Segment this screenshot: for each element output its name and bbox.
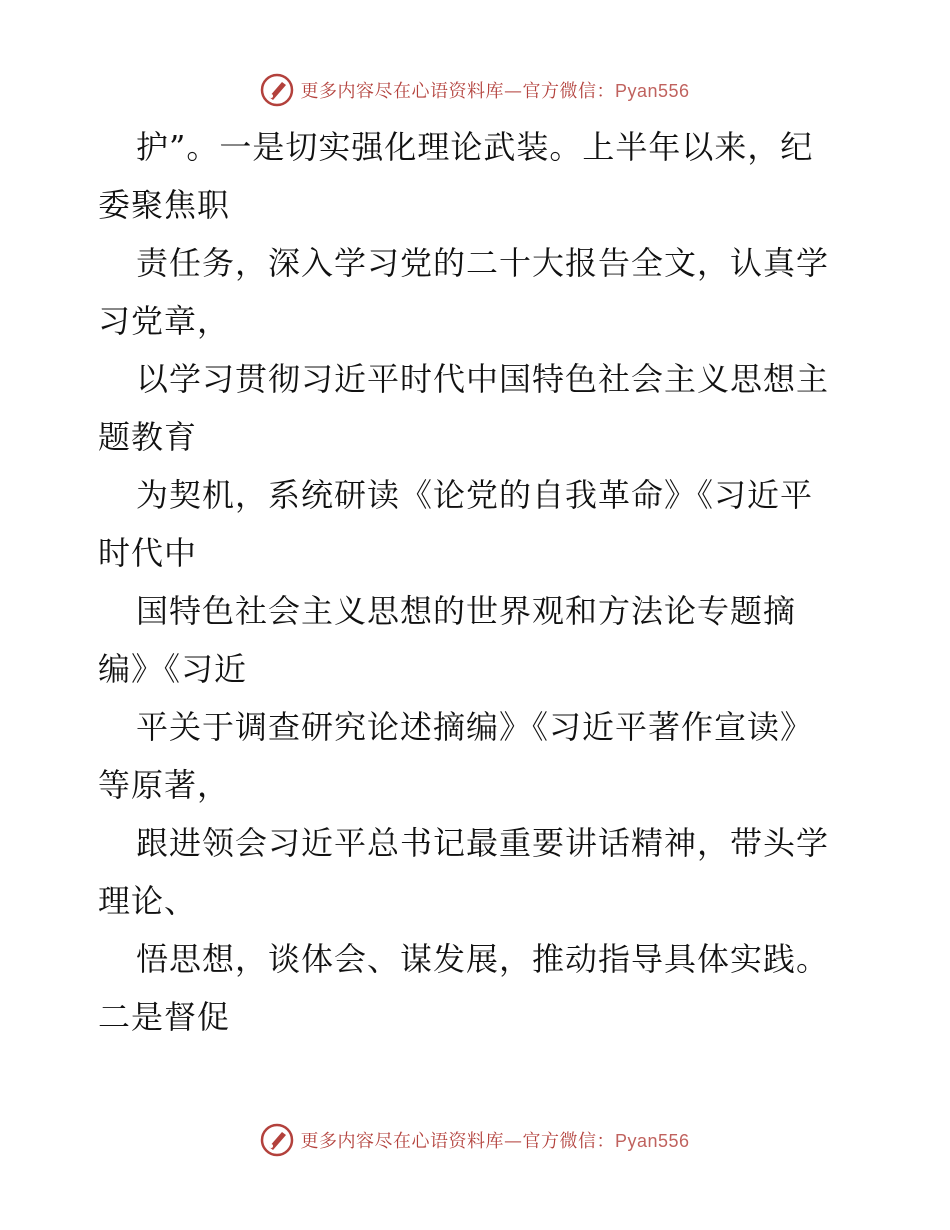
text-line: 题教育 <box>98 418 198 456</box>
text-line: 以学习贯彻习近平时代中国特色社会主义思想主 <box>136 360 830 398</box>
footer-banner-title: 更多内容尽在心语资料库 <box>300 1131 504 1152</box>
text-line: 编》《习近 <box>98 650 248 688</box>
document-body <box>98 118 858 1046</box>
header-banner-wechat-label: 官方微信： <box>522 81 615 102</box>
header-banner-separator: — <box>503 81 523 102</box>
header-banner <box>0 70 950 110</box>
text-line: 平关于调查研究论述摘编》《习近平著作宣读》 <box>136 708 814 746</box>
logo-icon <box>260 73 294 107</box>
text-line: 时代中 <box>98 534 198 572</box>
text-line: 责任务，深入学习党的二十大报告全文，认真学 <box>136 244 830 282</box>
footer-banner-wechat-id: Pyan556 <box>614 1131 690 1151</box>
text-line: 理论、 <box>98 882 198 920</box>
text-line: 委聚焦职 <box>98 186 231 224</box>
text-line: 悟思想，谈体会、谋发展，推动指导具体实践。 <box>136 940 830 978</box>
header-banner-text <box>300 77 689 103</box>
footer-banner-separator: — <box>503 1131 523 1152</box>
footer-banner-wechat-label: 官方微信： <box>522 1131 615 1152</box>
footer-banner <box>0 1120 950 1160</box>
text-line: 二是督促 <box>98 998 231 1036</box>
text-line: 习党章， <box>98 302 231 340</box>
text-line: 国特色社会主义思想的世界观和方法论专题摘 <box>136 592 797 630</box>
text-line: 为契机，系统研读《论党的自我革命》《习近平 <box>136 476 814 514</box>
logo-icon <box>260 1123 294 1157</box>
header-banner-wechat-id: Pyan556 <box>614 81 690 101</box>
text-line: 跟进领会习近平总书记最重要讲话精神，带头学 <box>136 824 830 862</box>
text-line: 等原著， <box>98 766 231 804</box>
footer-banner-text <box>300 1127 689 1153</box>
text-line: 护”。一是切实强化理论武装。上半年以来，纪 <box>136 128 814 166</box>
header-banner-title: 更多内容尽在心语资料库 <box>300 81 504 102</box>
